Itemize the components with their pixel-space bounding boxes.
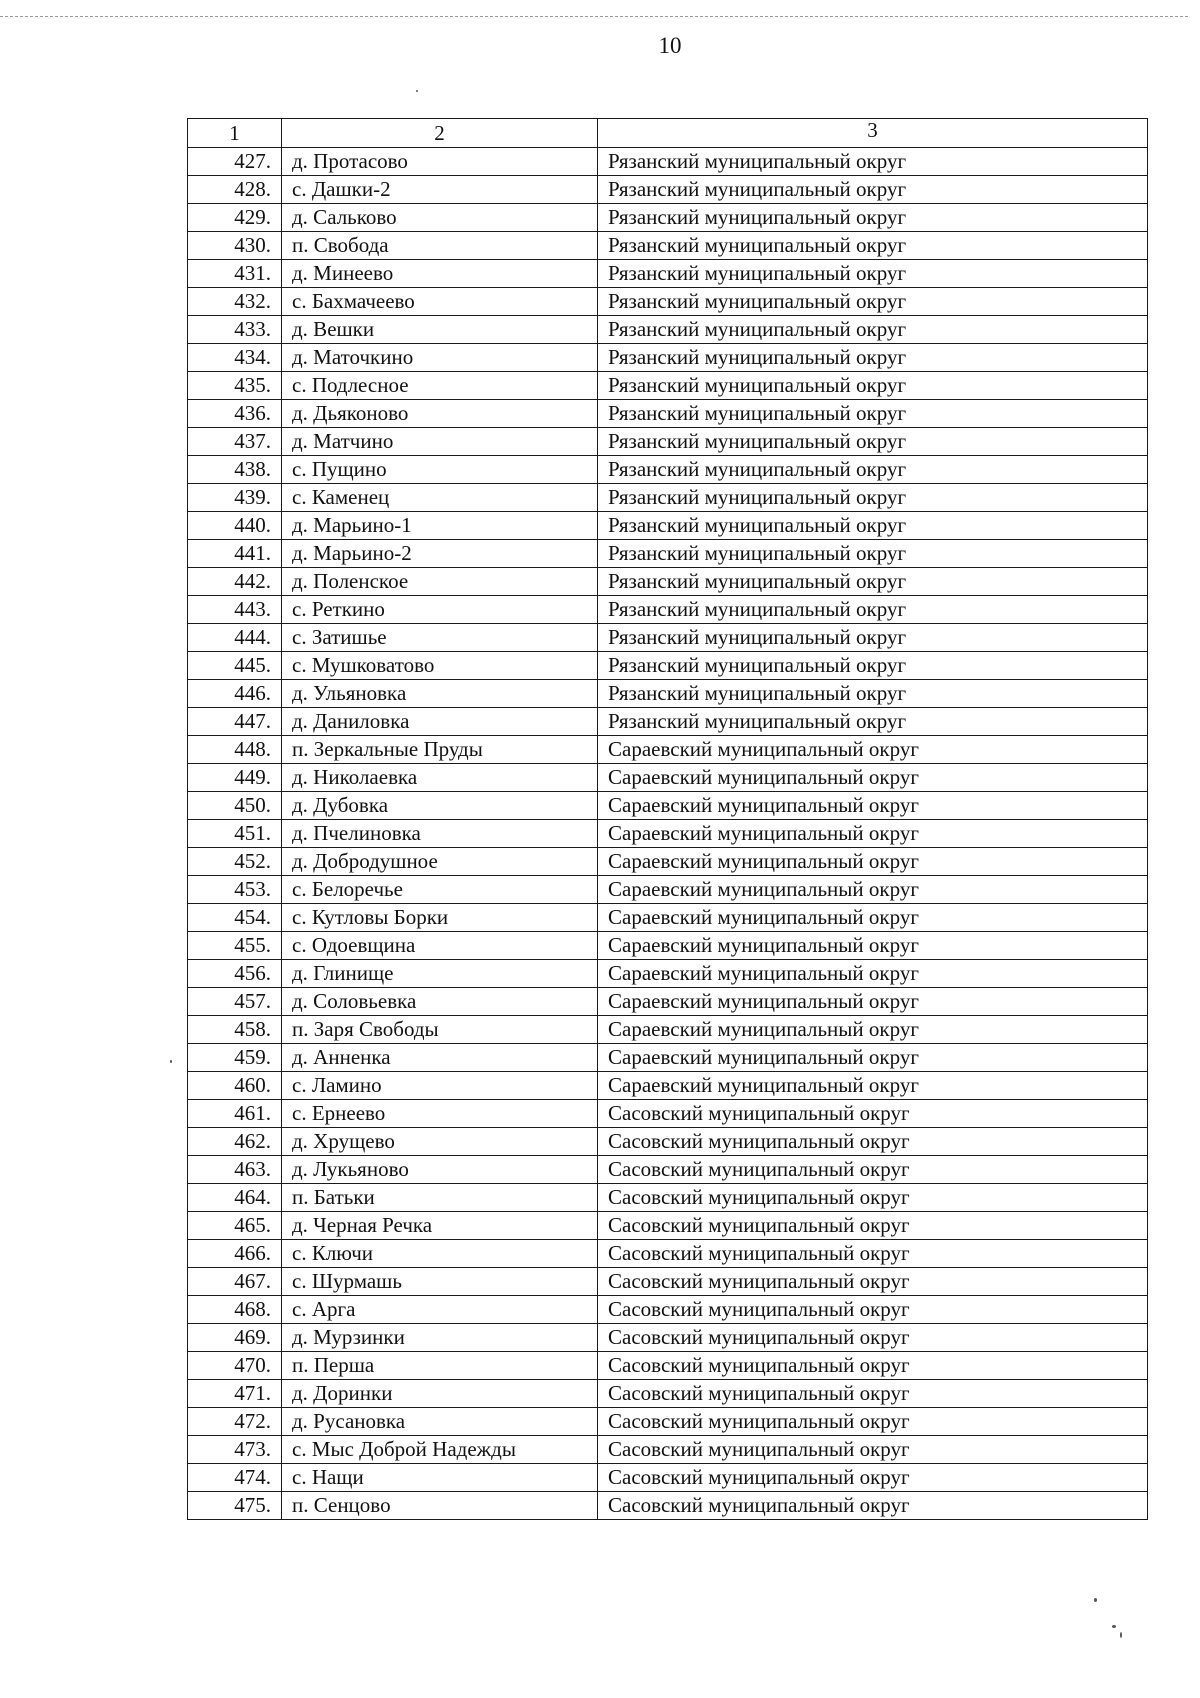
row-number: 458. [188, 1016, 282, 1044]
settlement-name: д. Поленское [282, 568, 598, 596]
settlement-name: с. Подлесное [282, 372, 598, 400]
municipal-district: Сасовский муниципальный округ [598, 1408, 1148, 1436]
settlement-name: с. Мыс Доброй Надежды [282, 1436, 598, 1464]
table-row [188, 1408, 1148, 1436]
municipal-district: Сараевский муниципальный округ [598, 792, 1148, 820]
settlement-name: д. Протасово [282, 148, 598, 176]
municipal-district: Рязанский муниципальный округ [598, 680, 1148, 708]
row-number: 433. [188, 316, 282, 344]
municipal-district: Рязанский муниципальный округ [598, 288, 1148, 316]
table-row [188, 344, 1148, 372]
row-number: 463. [188, 1156, 282, 1184]
table-row [188, 372, 1148, 400]
settlement-name: д. Вешки [282, 316, 598, 344]
municipal-district: Рязанский муниципальный округ [598, 232, 1148, 260]
row-number: 434. [188, 344, 282, 372]
scan-edge-line [0, 16, 1188, 17]
municipal-district: Рязанский муниципальный округ [598, 204, 1148, 232]
settlement-name: с. Затишье [282, 624, 598, 652]
table-row [188, 1156, 1148, 1184]
municipal-district: Сасовский муниципальный округ [598, 1464, 1148, 1492]
settlement-name: д. Матчино [282, 428, 598, 456]
settlement-name: п. Свобода [282, 232, 598, 260]
table-row [188, 540, 1148, 568]
municipal-district: Рязанский муниципальный округ [598, 428, 1148, 456]
municipal-district: Рязанский муниципальный округ [598, 344, 1148, 372]
table-row [188, 316, 1148, 344]
municipal-district: Сараевский муниципальный округ [598, 820, 1148, 848]
table-row [188, 932, 1148, 960]
row-number: 442. [188, 568, 282, 596]
settlement-name: п. Перша [282, 1352, 598, 1380]
settlements-table [187, 118, 1148, 1520]
row-number: 435. [188, 372, 282, 400]
row-number: 468. [188, 1296, 282, 1324]
municipal-district: Сасовский муниципальный округ [598, 1492, 1148, 1520]
row-number: 470. [188, 1352, 282, 1380]
row-number: 455. [188, 932, 282, 960]
table-row [188, 960, 1148, 988]
table-row [188, 1184, 1148, 1212]
settlement-name: д. Пчелиновка [282, 820, 598, 848]
settlement-name: с. Ернеево [282, 1100, 598, 1128]
row-number: 472. [188, 1408, 282, 1436]
municipal-district: Сасовский муниципальный округ [598, 1324, 1148, 1352]
municipal-district: Рязанский муниципальный округ [598, 176, 1148, 204]
row-number: 445. [188, 652, 282, 680]
table-row [188, 820, 1148, 848]
table-row [188, 988, 1148, 1016]
settlement-name: д. Добродушное [282, 848, 598, 876]
table-row [188, 764, 1148, 792]
settlement-name: д. Даниловка [282, 708, 598, 736]
municipal-district: Рязанский муниципальный округ [598, 540, 1148, 568]
municipal-district: Рязанский муниципальный округ [598, 624, 1148, 652]
settlement-name: с. Кутловы Борки [282, 904, 598, 932]
row-number: 429. [188, 204, 282, 232]
municipal-district: Сасовский муниципальный округ [598, 1156, 1148, 1184]
settlement-name: д. Ульяновка [282, 680, 598, 708]
row-number: 471. [188, 1380, 282, 1408]
settlement-name: д. Маточкино [282, 344, 598, 372]
municipal-district: Сасовский муниципальный округ [598, 1296, 1148, 1324]
settlement-name: п. Батьки [282, 1184, 598, 1212]
row-number: 427. [188, 148, 282, 176]
settlement-name: д. Хрущево [282, 1128, 598, 1156]
table-row [188, 624, 1148, 652]
table-row [188, 260, 1148, 288]
municipal-district: Сасовский муниципальный округ [598, 1436, 1148, 1464]
settlement-name: д. Марьино-2 [282, 540, 598, 568]
scan-speck [1094, 1598, 1097, 1602]
table-row [188, 1268, 1148, 1296]
table-row [188, 904, 1148, 932]
table-row [188, 1128, 1148, 1156]
municipal-district: Рязанский муниципальный округ [598, 400, 1148, 428]
row-number: 451. [188, 820, 282, 848]
table-row [188, 176, 1148, 204]
row-number: 457. [188, 988, 282, 1016]
table-row [188, 1100, 1148, 1128]
municipal-district: Рязанский муниципальный округ [598, 456, 1148, 484]
settlement-name: с. Каменец [282, 484, 598, 512]
municipal-district: Сасовский муниципальный округ [598, 1212, 1148, 1240]
municipal-district: Рязанский муниципальный округ [598, 568, 1148, 596]
settlement-name: п. Зеркальные Пруды [282, 736, 598, 764]
municipal-district: Сасовский муниципальный округ [598, 1352, 1148, 1380]
row-number: 428. [188, 176, 282, 204]
column-header-number: 1 [188, 119, 282, 148]
settlement-name: д. Мурзинки [282, 1324, 598, 1352]
row-number: 440. [188, 512, 282, 540]
scan-speck [170, 1060, 172, 1063]
row-number: 443. [188, 596, 282, 624]
table-row [188, 652, 1148, 680]
settlement-name: д. Марьино-1 [282, 512, 598, 540]
table-row [188, 1492, 1148, 1520]
municipal-district: Сасовский муниципальный округ [598, 1184, 1148, 1212]
table-row [188, 680, 1148, 708]
municipal-district: Рязанский муниципальный округ [598, 148, 1148, 176]
column-header-settlement: 2 [282, 119, 598, 148]
row-number: 469. [188, 1324, 282, 1352]
table-row [188, 512, 1148, 540]
row-number: 438. [188, 456, 282, 484]
municipal-district: Рязанский муниципальный округ [598, 652, 1148, 680]
municipal-district: Рязанский муниципальный округ [598, 596, 1148, 624]
table-row [188, 288, 1148, 316]
settlement-name: д. Анненка [282, 1044, 598, 1072]
row-number: 439. [188, 484, 282, 512]
row-number: 432. [188, 288, 282, 316]
table-row [188, 1380, 1148, 1408]
table-row [188, 428, 1148, 456]
municipal-district: Сасовский муниципальный округ [598, 1240, 1148, 1268]
table-row [188, 792, 1148, 820]
row-number: 452. [188, 848, 282, 876]
table-row [188, 484, 1148, 512]
row-number: 466. [188, 1240, 282, 1268]
row-number: 431. [188, 260, 282, 288]
row-number: 437. [188, 428, 282, 456]
table-row [188, 1072, 1148, 1100]
settlement-name: с. Ключи [282, 1240, 598, 1268]
municipal-district: Рязанский муниципальный округ [598, 484, 1148, 512]
municipal-district: Сараевский муниципальный округ [598, 932, 1148, 960]
municipal-district: Рязанский муниципальный округ [598, 260, 1148, 288]
settlement-name: с. Нащи [282, 1464, 598, 1492]
settlement-name: с. Бахмачеево [282, 288, 598, 316]
settlement-name: с. Арга [282, 1296, 598, 1324]
table-row [188, 1464, 1148, 1492]
row-number: 436. [188, 400, 282, 428]
row-number: 456. [188, 960, 282, 988]
table-row [188, 204, 1148, 232]
municipal-district: Сараевский муниципальный округ [598, 1016, 1148, 1044]
table-row [188, 1016, 1148, 1044]
table-row [188, 1296, 1148, 1324]
table-row [188, 1324, 1148, 1352]
table-row [188, 400, 1148, 428]
row-number: 444. [188, 624, 282, 652]
settlement-name: д. Русановка [282, 1408, 598, 1436]
table-row [188, 876, 1148, 904]
settlement-name: с. Дашки-2 [282, 176, 598, 204]
row-number: 464. [188, 1184, 282, 1212]
row-number: 461. [188, 1100, 282, 1128]
row-number: 447. [188, 708, 282, 736]
page-number: 10 [658, 33, 682, 58]
table-row [188, 596, 1148, 624]
settlement-name: с. Белоречье [282, 876, 598, 904]
municipal-district: Сасовский муниципальный округ [598, 1268, 1148, 1296]
row-number: 450. [188, 792, 282, 820]
row-number: 453. [188, 876, 282, 904]
settlement-name: с. Ламино [282, 1072, 598, 1100]
municipal-district: Сасовский муниципальный округ [598, 1100, 1148, 1128]
settlement-name: с. Реткино [282, 596, 598, 624]
scan-speck [1112, 1625, 1116, 1628]
row-number: 473. [188, 1436, 282, 1464]
settlement-name: д. Дьяконово [282, 400, 598, 428]
municipal-district: Сасовский муниципальный округ [598, 1380, 1148, 1408]
table-row [188, 1212, 1148, 1240]
row-number: 474. [188, 1464, 282, 1492]
settlement-name: д. Дубовка [282, 792, 598, 820]
municipal-district: Сараевский муниципальный округ [598, 1072, 1148, 1100]
scan-speck [1120, 1632, 1122, 1638]
row-number: 449. [188, 764, 282, 792]
settlement-name: д. Николаевка [282, 764, 598, 792]
scan-speck [416, 90, 418, 92]
table-row [188, 1352, 1148, 1380]
settlement-name: с. Пущино [282, 456, 598, 484]
table-body [188, 148, 1148, 1520]
municipal-district: Сараевский муниципальный округ [598, 904, 1148, 932]
table-row [188, 848, 1148, 876]
row-number: 460. [188, 1072, 282, 1100]
settlement-name: д. Глинище [282, 960, 598, 988]
table-header-row [188, 119, 1148, 148]
table-row [188, 1436, 1148, 1464]
row-number: 462. [188, 1128, 282, 1156]
municipal-district: Сараевский муниципальный округ [598, 764, 1148, 792]
row-number: 467. [188, 1268, 282, 1296]
row-number: 459. [188, 1044, 282, 1072]
municipal-district: Сараевский муниципальный округ [598, 876, 1148, 904]
settlement-name: с. Шурмашь [282, 1268, 598, 1296]
table-row [188, 1240, 1148, 1268]
municipal-district: Сараевский муниципальный округ [598, 848, 1148, 876]
table-row [188, 148, 1148, 176]
table-row [188, 232, 1148, 260]
municipal-district: Сараевский муниципальный округ [598, 960, 1148, 988]
municipal-district: Сасовский муниципальный округ [598, 1128, 1148, 1156]
table-row [188, 568, 1148, 596]
municipal-district: Рязанский муниципальный округ [598, 372, 1148, 400]
settlement-name: д. Сальково [282, 204, 598, 232]
row-number: 465. [188, 1212, 282, 1240]
settlement-name: д. Черная Речка [282, 1212, 598, 1240]
row-number: 430. [188, 232, 282, 260]
row-number: 446. [188, 680, 282, 708]
municipal-district: Рязанский муниципальный округ [598, 708, 1148, 736]
row-number: 454. [188, 904, 282, 932]
table-row [188, 456, 1148, 484]
column-header-district: 3 [598, 119, 1148, 148]
table-row [188, 736, 1148, 764]
settlement-name: д. Минеево [282, 260, 598, 288]
settlement-name: с. Одоевщина [282, 932, 598, 960]
settlement-name: д. Соловьевка [282, 988, 598, 1016]
row-number: 448. [188, 736, 282, 764]
municipal-district: Рязанский муниципальный округ [598, 512, 1148, 540]
settlement-name: п. Заря Свободы [282, 1016, 598, 1044]
table-row [188, 1044, 1148, 1072]
settlement-name: д. Лукьяново [282, 1156, 598, 1184]
municipal-district: Сараевский муниципальный округ [598, 736, 1148, 764]
municipal-district: Сараевский муниципальный округ [598, 1044, 1148, 1072]
municipal-district: Рязанский муниципальный округ [598, 316, 1148, 344]
settlement-name: д. Доринки [282, 1380, 598, 1408]
table-row [188, 708, 1148, 736]
settlement-name: п. Сенцово [282, 1492, 598, 1520]
municipal-district: Сараевский муниципальный округ [598, 988, 1148, 1016]
row-number: 441. [188, 540, 282, 568]
settlement-name: с. Мушковатово [282, 652, 598, 680]
row-number: 475. [188, 1492, 282, 1520]
